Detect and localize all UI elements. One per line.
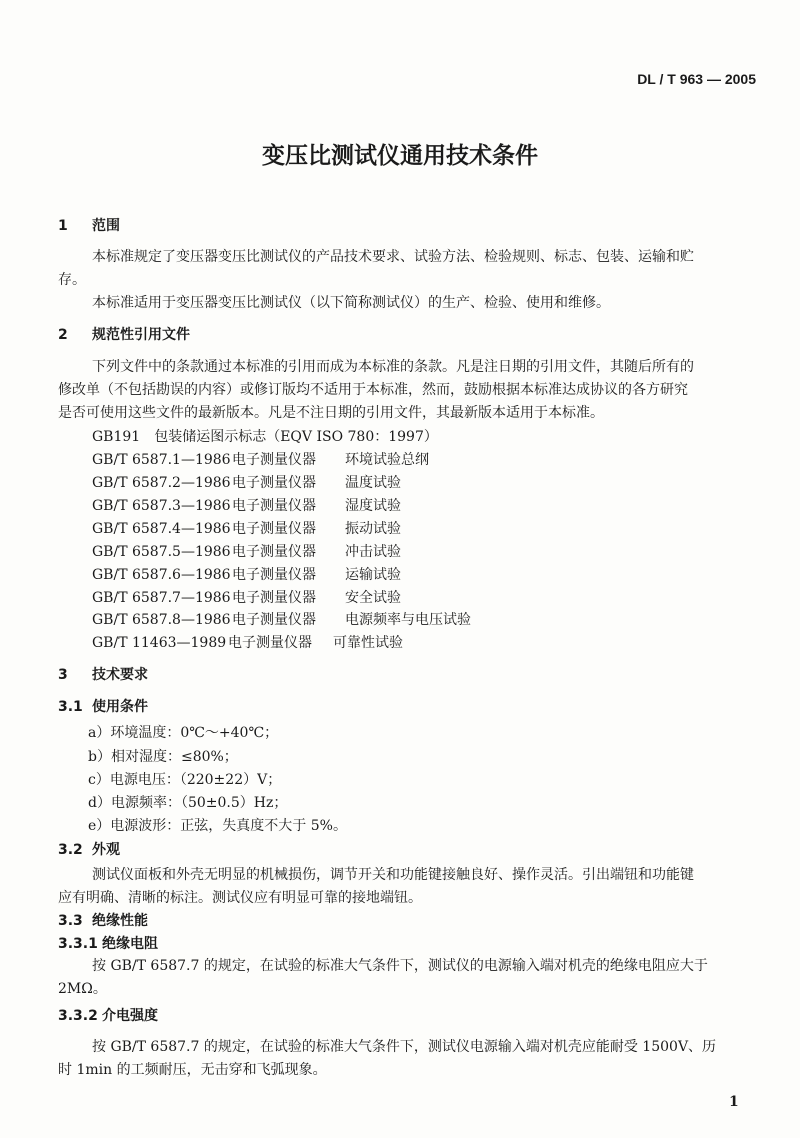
- paragraph-line: 是否可使用这些文件的最新版本。凡是不注日期的引用文件，其最新版本适用于本标准。: [58, 405, 604, 421]
- reference-cat: 电子测量仪器: [232, 544, 316, 560]
- reference-item: [92, 589, 401, 607]
- reference-code: GB/T 6587.4—1986: [92, 521, 231, 537]
- reference-item: [92, 474, 401, 492]
- reference-cat: 电子测量仪器: [232, 452, 316, 468]
- section-3-3-heading: [58, 912, 148, 930]
- section-title: 外观: [92, 842, 120, 858]
- reference-name: 运输试验: [345, 567, 401, 583]
- reference-item: [92, 634, 403, 652]
- reference-code: GB/T 6587.2—1986: [92, 475, 231, 491]
- reference-code: GB/T 6587.8—1986: [92, 612, 231, 628]
- paragraph-line: 按 GB/T 6587.7 的规定，在试验的标准大气条件下，测试仪电源输入端对机壳应能耐受 1500V、历: [92, 1039, 717, 1055]
- reference-code: GB/T 6587.6—1986: [92, 567, 231, 583]
- section-3-heading: [58, 666, 148, 684]
- section-title: 介电强度: [102, 1008, 158, 1024]
- reference-name: 安全试验: [345, 590, 401, 606]
- reference-cat: 电子测量仪器: [232, 521, 316, 537]
- reference-cat: 电子测量仪器: [232, 612, 316, 628]
- reference-code: GB/T 6587.7—1986: [92, 590, 231, 606]
- page-number: 1: [729, 1094, 739, 1110]
- reference-name: 可靠性试验: [333, 635, 403, 651]
- reference-code: GB/T 11463—1989: [92, 635, 227, 651]
- reference-item: [92, 611, 471, 629]
- reference-item: [92, 451, 429, 469]
- section-number: 1: [58, 218, 68, 234]
- reference-name: 振动试验: [345, 521, 401, 537]
- section-2-heading: [58, 326, 190, 344]
- paragraph-line: 2MΩ。: [58, 981, 107, 997]
- paragraph-line: 本标准适用于变压器变压比测试仪（以下简称测试仪）的生产、检验、使用和维修。: [92, 295, 610, 311]
- section-number: 3.1: [58, 699, 83, 715]
- document-title: 变压比测试仪通用技术条件: [262, 143, 538, 169]
- reference-item: [92, 497, 401, 515]
- paragraph-line: 存。: [58, 272, 86, 288]
- condition-item: d）电源频率：（50±0.5）Hz；: [88, 795, 288, 811]
- reference-code: GB/T 6587.3—1986: [92, 498, 231, 514]
- section-title: 技术要求: [92, 667, 148, 683]
- paragraph-line: 按 GB/T 6587.7 的规定，在试验的标准大气条件下，测试仪的电源输入端对机壳的绝缘电阻应大于: [92, 958, 708, 974]
- section-1-heading: [58, 217, 120, 235]
- condition-item: b）相对湿度：≤80%；: [88, 749, 238, 765]
- reference-gb191: GB191 包装储运图示标志（EQV ISO 780：1997）: [92, 429, 438, 445]
- section-number: 3.3.2: [58, 1008, 98, 1024]
- reference-cat: 电子测量仪器: [228, 635, 312, 651]
- reference-item: [92, 520, 401, 538]
- section-title: 规范性引用文件: [92, 327, 190, 343]
- section-3-2-heading: [58, 841, 120, 859]
- section-number: 2: [58, 327, 68, 343]
- reference-name: 环境试验总纲: [345, 452, 429, 468]
- condition-item: a）环境温度：0℃～+40℃；: [88, 725, 279, 741]
- paragraph-line: 时 1min 的工频耐压，无击穿和飞弧现象。: [58, 1062, 327, 1078]
- section-title: 绝缘性能: [92, 913, 148, 929]
- paragraph-line: 修改单（不包括勘误的内容）或修订版均不适用于本标准，然而，鼓励根据本标准达成协议的各方研究: [58, 382, 688, 398]
- reference-cat: 电子测量仪器: [232, 475, 316, 491]
- section-title: 绝缘电阻: [102, 936, 158, 952]
- condition-item: e）电源波形：正弦，失真度不大于 5%。: [88, 818, 347, 834]
- section-number: 3.3.1: [58, 936, 98, 952]
- paragraph-line: 本标准规定了变压器变压比测试仪的产品技术要求、试验方法、检验规则、标志、包装、运输和贮: [92, 249, 694, 265]
- reference-name: 温度试验: [345, 475, 401, 491]
- paragraph-line: 测试仪面板和外壳无明显的机械损伤，调节开关和功能键接触良好、操作灵活。引出端钮和功能键: [92, 867, 694, 883]
- standard-number: DL / T 963 — 2005: [637, 71, 756, 87]
- reference-code: GB/T 6587.5—1986: [92, 544, 231, 560]
- section-3-3-2-heading: [58, 1007, 158, 1025]
- section-number: 3.3: [58, 913, 83, 929]
- condition-item: c）电源电压：（220±22）V；: [88, 772, 282, 788]
- section-number: 3.2: [58, 842, 83, 858]
- reference-cat: 电子测量仪器: [232, 498, 316, 514]
- section-title: 范围: [92, 218, 120, 234]
- paragraph-line: 应有明确、清晰的标注。测试仪应有明显可靠的接地端钮。: [58, 890, 422, 906]
- section-3-1-heading: [58, 698, 148, 716]
- reference-cat: 电子测量仪器: [232, 567, 316, 583]
- reference-name: 湿度试验: [345, 498, 401, 514]
- reference-item: [92, 566, 401, 584]
- section-3-3-1-heading: [58, 935, 158, 953]
- reference-name: 冲击试验: [345, 544, 401, 560]
- section-title: 使用条件: [92, 699, 148, 715]
- reference-item: [92, 543, 401, 561]
- reference-name: 电源频率与电压试验: [345, 612, 471, 628]
- section-number: 3: [58, 667, 68, 683]
- reference-cat: 电子测量仪器: [232, 590, 316, 606]
- paragraph-line: 下列文件中的条款通过本标准的引用而成为本标准的条款。凡是注日期的引用文件，其随后所有的: [92, 359, 694, 375]
- reference-code: GB/T 6587.1—1986: [92, 452, 231, 468]
